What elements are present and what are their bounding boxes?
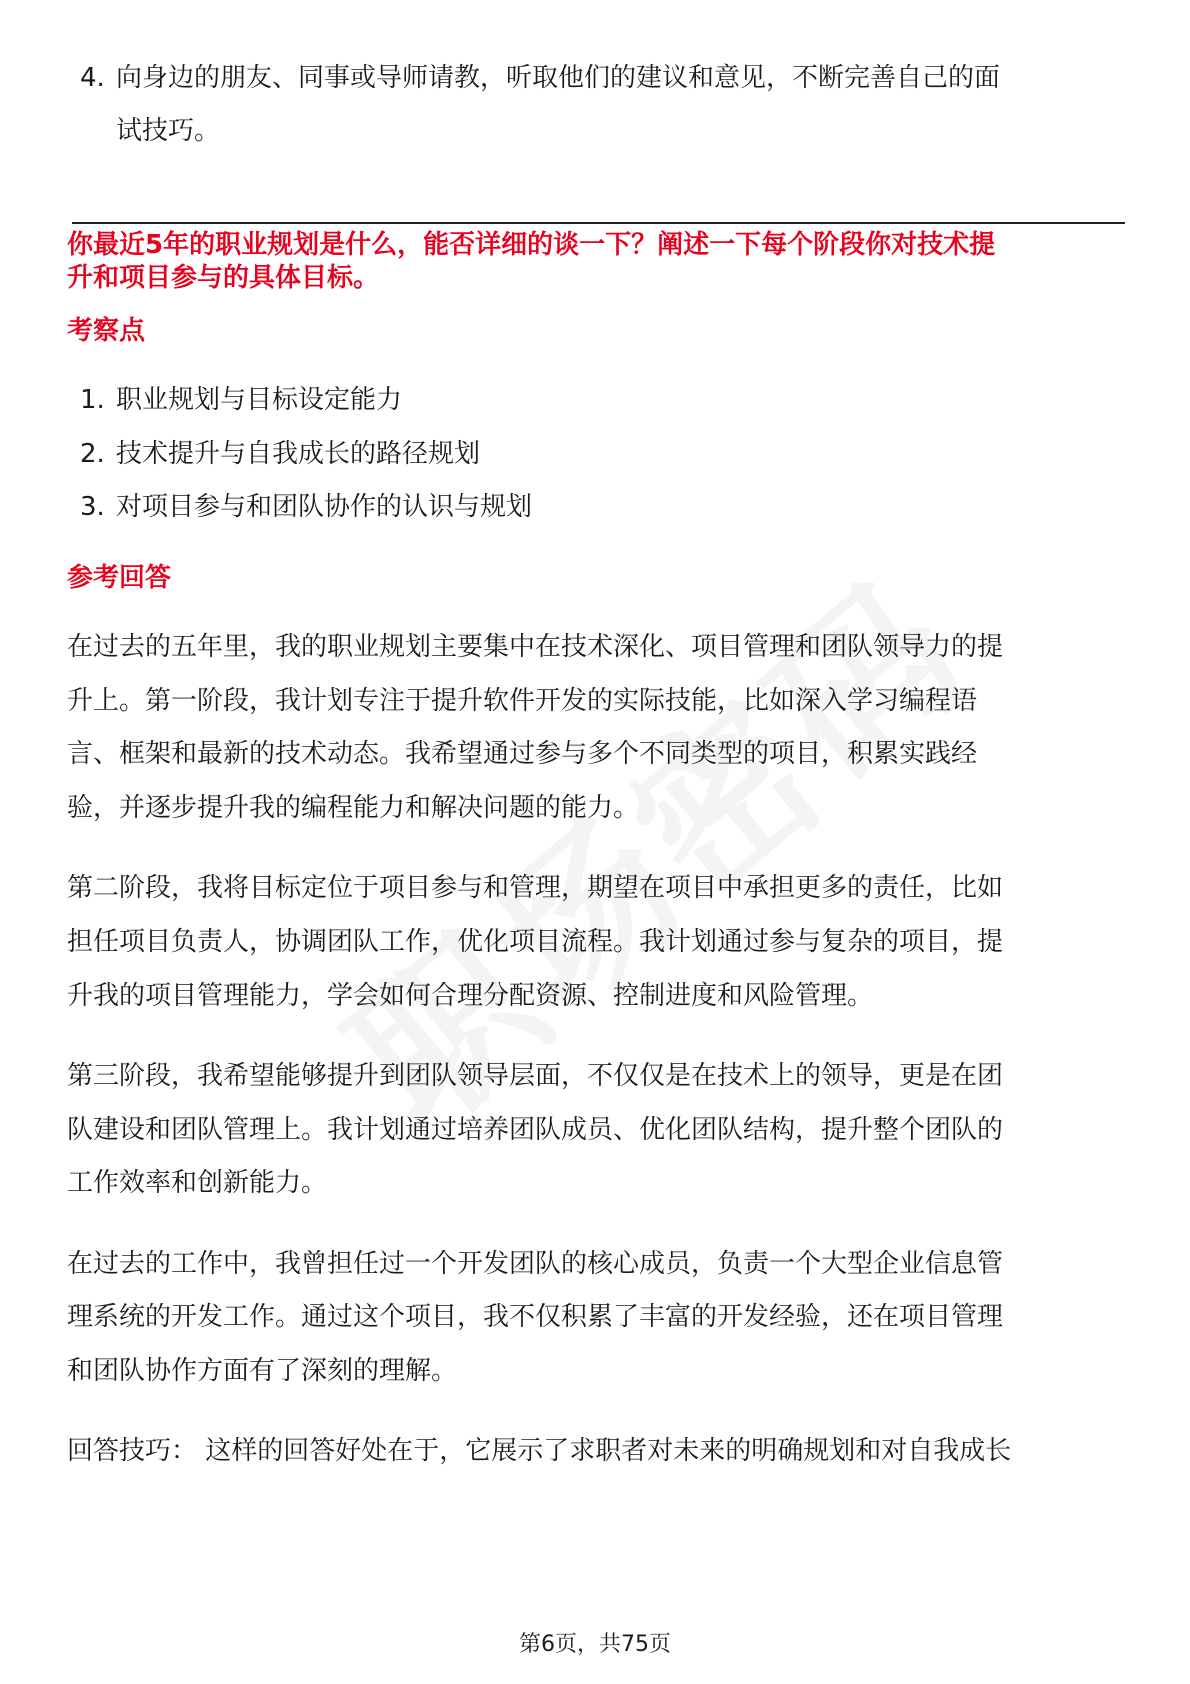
- paragraph-line: 升我的项目管理能力，学会如何合理分配资源、控制进度和风险管理。: [67, 981, 874, 1011]
- answer-heading: 参考回答: [67, 563, 172, 593]
- paragraph-line: 和团队协作方面有了深刻的理解。: [67, 1356, 458, 1386]
- prev-item-line-1: 向身边的朋友、同事或导师请教，听取他们的建议和意见，不断完善自己的面: [116, 63, 1001, 93]
- prev-item-number: 4.: [80, 63, 105, 93]
- paragraph-line: 第二阶段，我将目标定位于项目参与和管理，期望在项目中承担更多的责任，比如: [67, 873, 1004, 903]
- paragraph-line: 第三阶段，我希望能够提升到团队领导层面，不仅仅是在技术上的领导，更是在团: [67, 1061, 1004, 1091]
- focus-item-number: 2.: [80, 439, 105, 469]
- focus-item-text: 对项目参与和团队协作的认识与规划: [116, 492, 533, 522]
- focus-item-number: 1.: [80, 385, 105, 415]
- paragraph-line: 验，并逐步提升我的编程能力和解决问题的能力。: [67, 793, 640, 823]
- focus-item-text: 职业规划与目标设定能力: [116, 385, 403, 415]
- question-line-2: 升和项目参与的具体目标。: [67, 263, 380, 293]
- paragraph-line: 队建设和团队管理上。我计划通过培养团队成员、优化团队结构，提升整个团队的: [67, 1115, 1004, 1145]
- focus-item-number: 3.: [80, 492, 105, 522]
- paragraph-line: 担任项目负责人，协调团队工作，优化项目流程。我计划通过参与复杂的项目，提: [67, 927, 1004, 957]
- prev-item-line-2: 试技巧。: [116, 116, 221, 146]
- paragraph-line: 在过去的工作中，我曾担任过一个开发团队的核心成员，负责一个大型企业信息管: [67, 1249, 1004, 1279]
- paragraph-line: 回答技巧： 这样的回答好处在于，它展示了求职者对未来的明确规划和对自我成长: [67, 1436, 1012, 1466]
- paragraph-line: 理系统的开发工作。通过这个项目，我不仅积累了丰富的开发经验，还在项目管理: [67, 1302, 1004, 1332]
- paragraph-line: 工作效率和创新能力。: [67, 1168, 328, 1198]
- section-divider: [72, 222, 1125, 224]
- paragraph-line: 升上。第一阶段，我计划专注于提升软件开发的实际技能，比如深入学习编程语: [67, 686, 978, 716]
- paragraph-line: 言、框架和最新的技术动态。我希望通过参与多个不同类型的项目，积累实践经: [67, 739, 978, 769]
- question-line-1: 你最近5年的职业规划是什么，能否详细的谈一下？阐述一下每个阶段你对技术提: [67, 230, 996, 260]
- focus-item-text: 技术提升与自我成长的路径规划: [116, 439, 481, 469]
- page-footer: 第6页，共75页: [519, 1632, 671, 1657]
- focus-heading: 考察点: [67, 316, 146, 346]
- paragraph-line: 在过去的五年里，我的职业规划主要集中在技术深化、项目管理和团队领导力的提: [67, 632, 1004, 662]
